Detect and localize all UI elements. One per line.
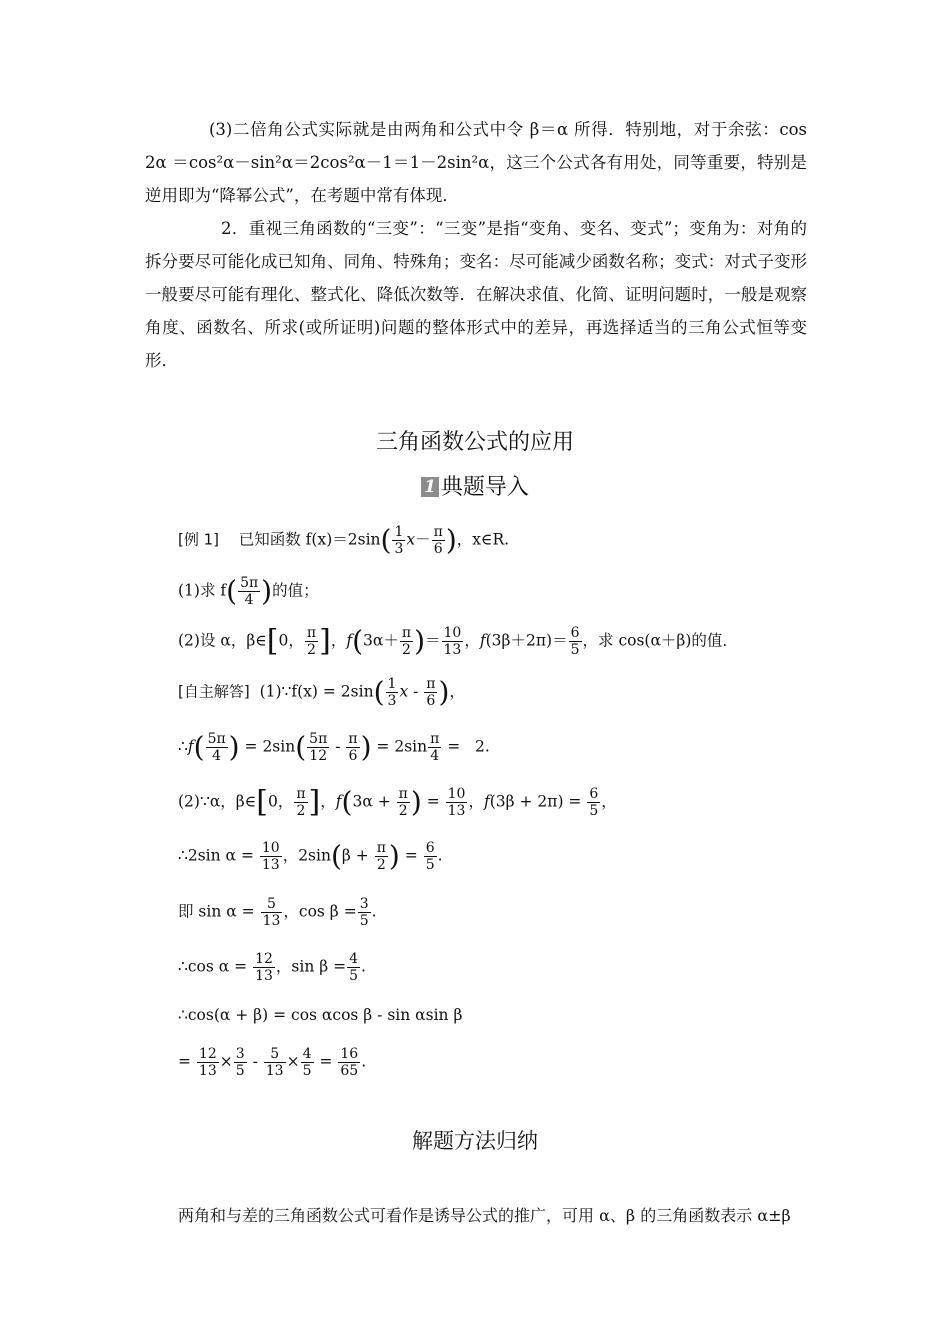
solution-line-5-mid: ，cos β =: [283, 902, 357, 921]
method-text: 两角和与差的三角函数公式可看作是诱导公式的推广，可用 α、β 的三角函数表示 α±β: [178, 1206, 791, 1225]
solution-line-6: ∴cos α = $\frac{12}{13}$ ，sin β = $\frac{4}{5}$ .: [178, 951, 366, 984]
fraction: $\frac{\pi}{6}$: [348, 731, 358, 764]
subsection-label: 典题导入: [440, 475, 529, 500]
fraction: $\frac{10}{13}$: [443, 625, 462, 658]
fraction: $\frac{\pi}{4}$: [430, 731, 440, 764]
fraction: $\frac{4}{5}$: [349, 951, 359, 984]
fraction: $\frac{4}{5}$: [302, 1046, 312, 1079]
intro-paragraph-2: 2．重视三角函数的“三变”：“三变”是指“变角、变名、变式”；变角为：对角的拆分要尽可能化成已知角、同角、特殊角；变名：尽可能减少函数名称；变式：对式子变形一般要尽可能有理化、整式化、降低次数等．在解决求值、化简、证明问题时，一般是观察角度、函数名、所求(或所证明)问题的整体形式中的差异，再选择适当的三角公式恒等变形．: [145, 219, 807, 370]
section-title: 三角函数公式的应用: [375, 430, 574, 455]
solution-line-8: = $\frac{12}{13}$ × $\frac{3}{5}$ - $\frac{5}{13}$ × $\frac{4}{5}$ = $\frac{16}{65}$ .: [178, 1046, 367, 1079]
fraction: $\frac{3}{5}$: [359, 896, 369, 929]
solution-line-7: ∴cos(α + β) = cos αcos β - sin αsin β: [178, 1006, 463, 1024]
example-stem-text: 已知函数 f(x)＝2sin: [238, 530, 381, 549]
fraction: $\frac{10}{13}$: [447, 786, 466, 819]
fraction: $\frac{\pi}{2}$: [401, 625, 412, 658]
solution-line-2-result: 2.: [475, 737, 490, 756]
fraction: $\frac{5}{13}$: [262, 896, 281, 929]
solution-line-1: [自主解答] (1)∵f(x) = 2sin( $\frac{1}{3}$ x - $\frac{\pi}{6}$ )，: [178, 675, 465, 709]
fraction: $\frac{\pi}{6}$: [433, 524, 443, 557]
solution-line-5-prefix: 即 sin α =: [178, 902, 255, 921]
fraction: $\frac{\pi}{2}$: [398, 786, 408, 819]
example-stem: [例 1] 已知函数 f(x)＝2sin( $\frac{1}{3}$ x－ $\frac{\pi}{6}$ )，x∈R.: [178, 523, 510, 557]
question-1: (1)求 f( $\frac{5\pi}{4}$ )的值；: [178, 574, 319, 608]
fraction: $\frac{1}{3}$: [394, 524, 404, 557]
solution-line-3-prefix: (2)∵α，β∈: [178, 792, 257, 811]
solution-line-4: ∴2sin α = $\frac{10}{13}$ ，2sin(β + $\frac{\pi}{2}$ ) = $\frac{6}{5}$ .: [178, 839, 443, 873]
fraction: $\frac{5}{13}$: [265, 1046, 284, 1079]
fraction: $\frac{6}{5}$: [425, 840, 435, 873]
solution-line-2: ∴f( $\frac{5\pi}{4}$ ) = 2sin( $\frac{5\pi}{12}$ - $\frac{\pi}{6}$ ) = 2sin $\frac{\pi}{4}$ = 2.: [178, 730, 490, 764]
fraction: $\frac{12}{13}$: [198, 1046, 217, 1079]
fraction: $\frac{\pi}{2}$: [376, 840, 386, 873]
fraction: $\frac{16}{65}$: [340, 1046, 359, 1079]
question-1-suffix: 的值；: [272, 581, 319, 600]
solution-line-6-prefix: ∴cos α =: [178, 957, 248, 976]
fraction: $\frac{\pi}{2}$: [296, 786, 306, 819]
solution-line-5: 即 sin α = $\frac{5}{13}$ ，cos β = $\frac{3}{5}$ .: [178, 896, 377, 929]
method-title: 解题方法归纳: [412, 1129, 538, 1153]
question-2-suffix: 求 cos(α＋β)的值．: [598, 631, 738, 650]
question-2: (2)设 α，β∈[0， $\frac{\pi}{2}$ ]，f(3α＋ $\frac{\pi}{2}$ )＝ $\frac{10}{13}$ ，f(3β＋2π)＝ $\frac{6}{5}$ ，求 cos(α＋β)的值．: [178, 623, 738, 659]
fraction: $\frac{5\pi}{12}$: [309, 731, 328, 764]
solution-label: [自主解答]: [178, 682, 250, 701]
question-2-prefix: (2)设 α，β∈: [178, 631, 267, 650]
subsection-title: [0, 473, 950, 503]
fraction: $\frac{5\pi}{4}$: [240, 575, 259, 608]
fraction: $\frac{\pi}{6}$: [426, 676, 436, 709]
fraction: $\frac{3}{5}$: [235, 1046, 245, 1079]
fraction: $\frac{12}{13}$: [255, 951, 273, 984]
fraction: $\frac{10}{13}$: [261, 840, 280, 873]
fraction: $\frac{1}{3}$: [387, 676, 397, 709]
solution-line-6-mid: ，sin β =: [275, 957, 347, 976]
question-1-prefix: (1)求 f: [178, 581, 227, 600]
fraction: $\frac{6}{5}$: [570, 625, 580, 658]
fraction: $\frac{5\pi}{4}$: [207, 731, 226, 764]
example-stem-suffix: ，x∈R.: [456, 530, 510, 549]
solution-line-3: (2)∵α，β∈[0， $\frac{\pi}{2}$ ]，f(3α + $\frac{\pi}{2}$ ) = $\frac{10}{13}$ ，f(3β + 2π) = $\frac{6}{5}$ ，: [178, 784, 617, 820]
example-label: [例 1]: [178, 530, 220, 549]
fraction: $\frac{6}{5}$: [589, 786, 599, 819]
solution-line-1-text: (1)∵f(x) = 2sin: [259, 682, 374, 701]
subsection-number-badge: 1: [421, 477, 439, 497]
intro-paragraph-3: (3)二倍角公式实际就是由两角和公式中令 β＝α 所得．特别地，对于余弦：cos 2α ＝cos²α－sin²α＝2cos²α－1＝1－2sin²α，这三个公式各有用处，同等重要，特别是逆用即为“降幂公式”，在考题中常有体现．: [145, 120, 807, 205]
fraction: $\frac{\pi}{2}$: [306, 625, 317, 658]
